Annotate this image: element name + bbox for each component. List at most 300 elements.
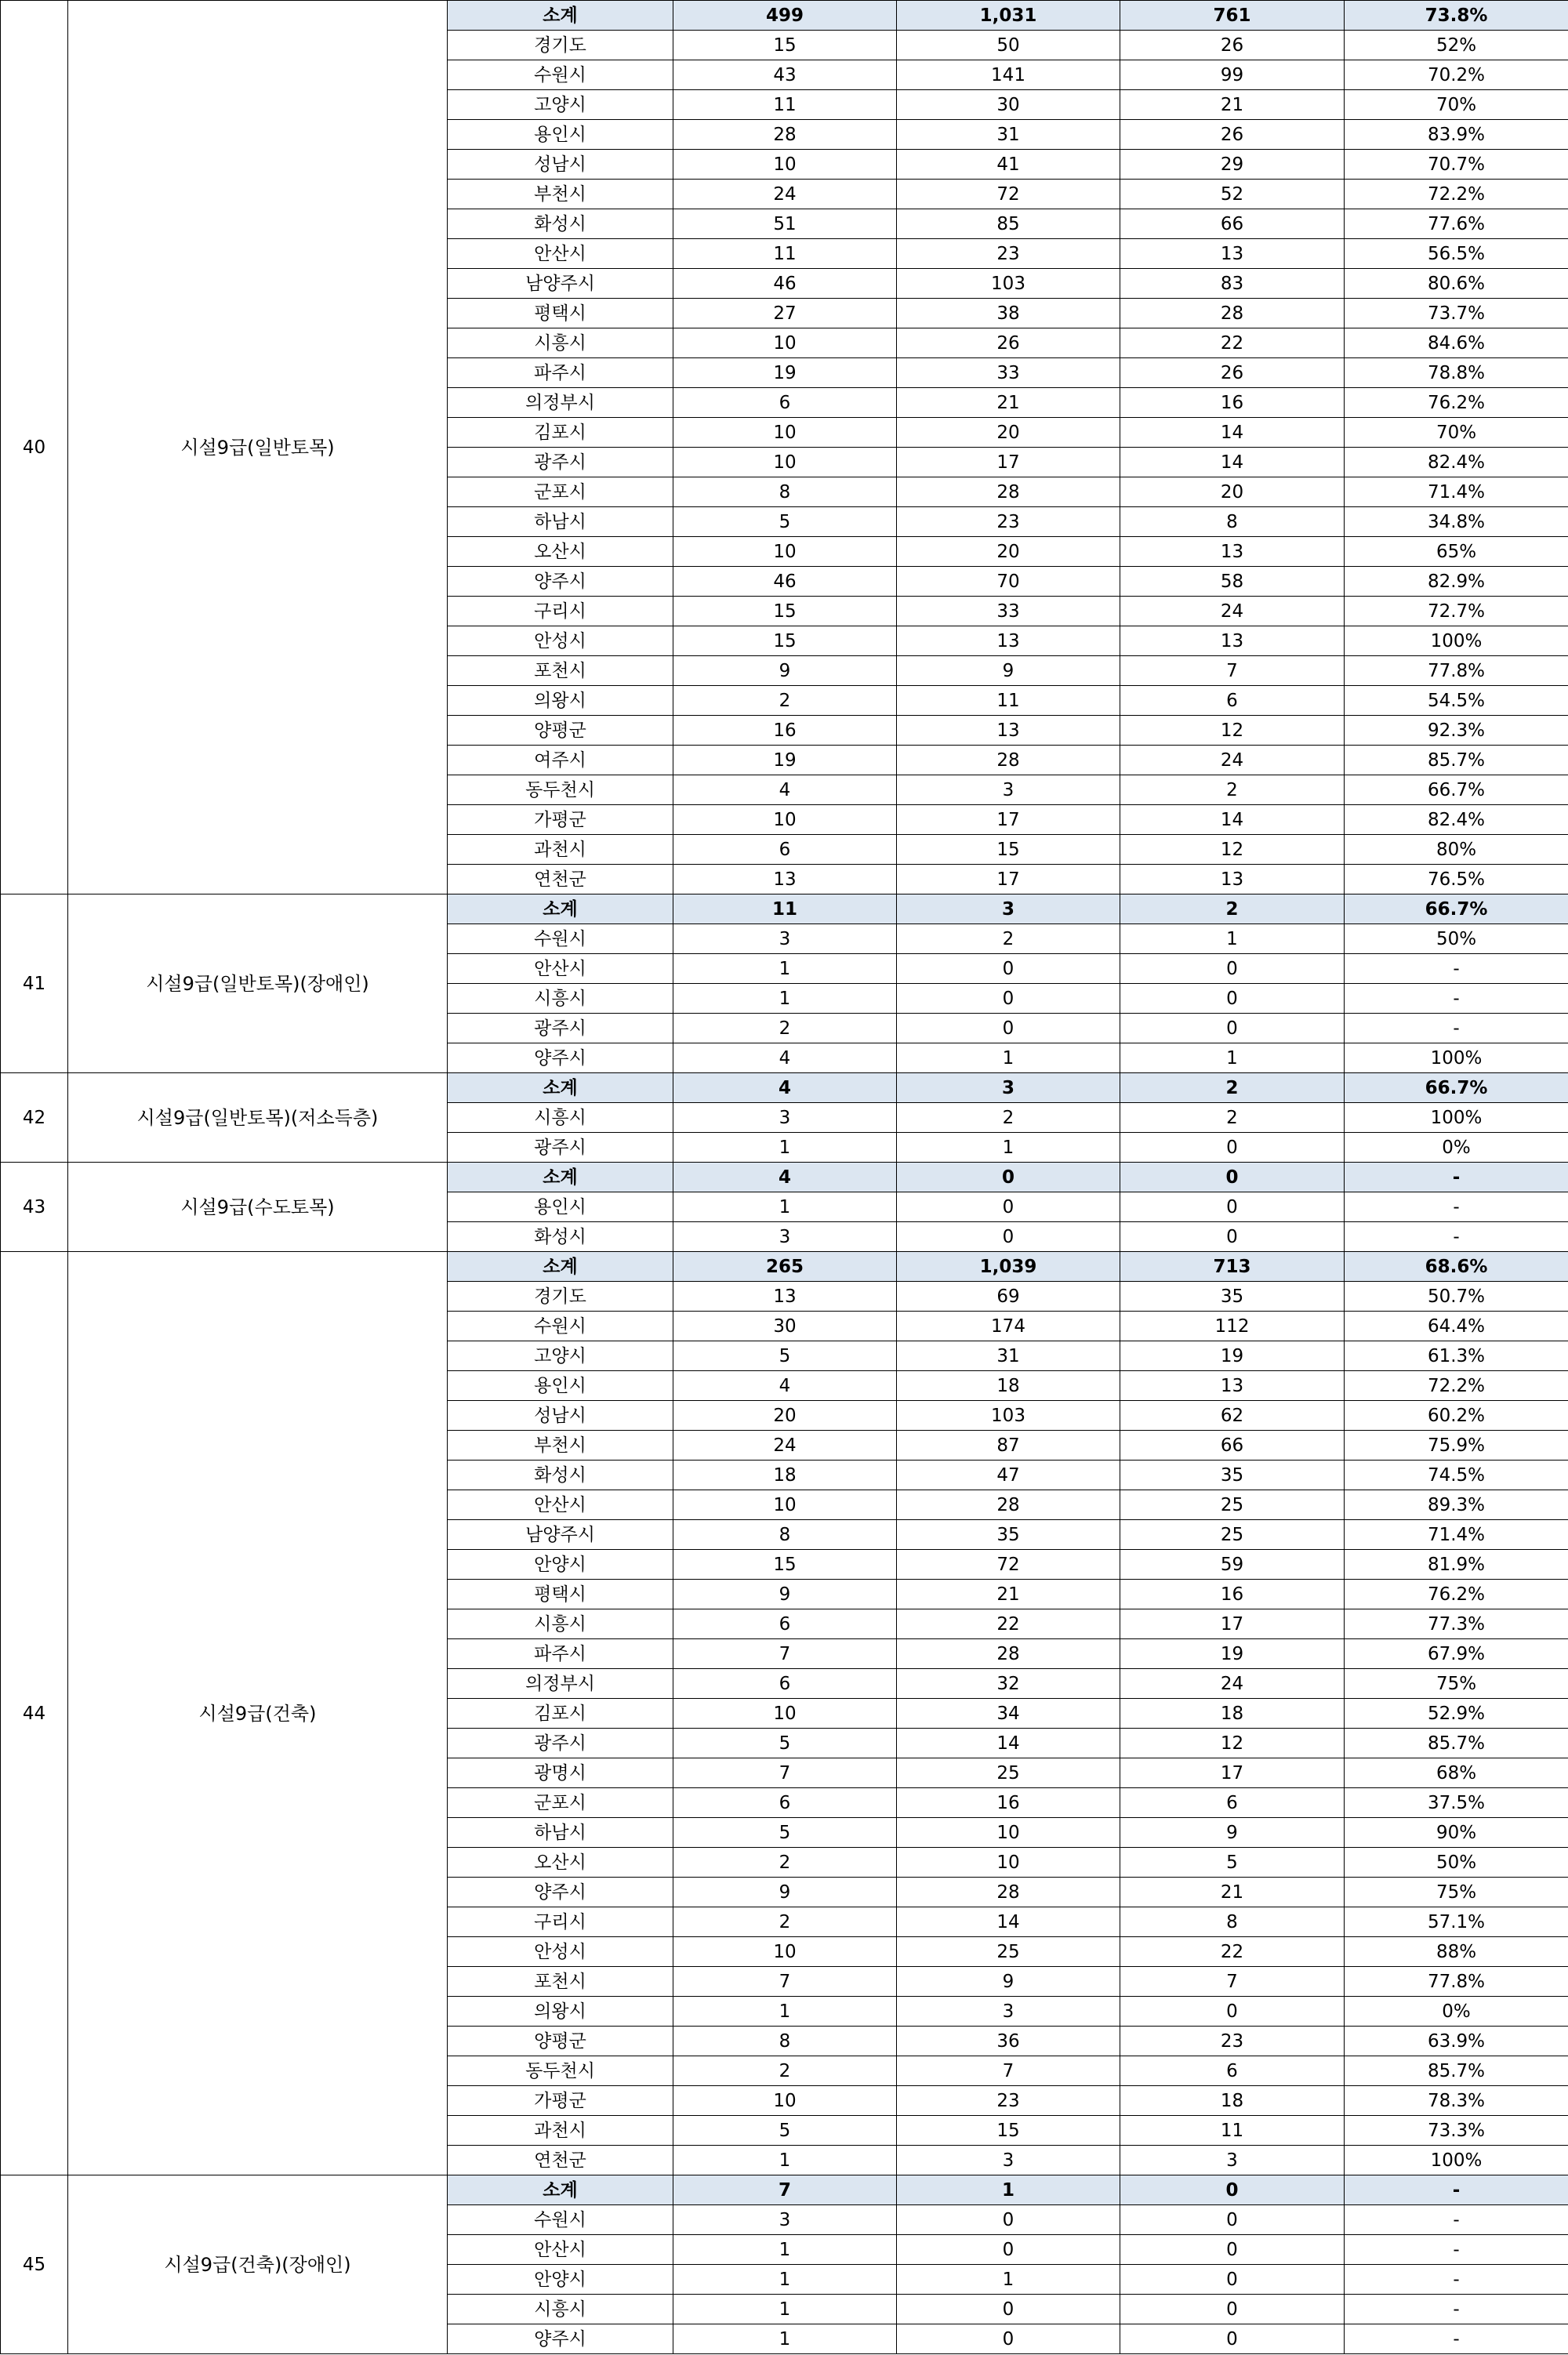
region-cell: 남양주시 [448,1520,673,1550]
rate-cell: 68% [1345,1758,1568,1788]
pass-count-cell: 0 [1120,1222,1345,1252]
region-cell: 광주시 [448,1133,673,1163]
pass-count-cell: 11 [1120,2116,1345,2146]
job-series-name: 시설9급(수도토목) [68,1163,448,1252]
region-cell: 성남시 [448,1401,673,1431]
applicant-count-cell: 38 [897,299,1120,328]
pass-count-cell: 3 [1120,2146,1345,2175]
pass-count-cell: 24 [1120,597,1345,626]
region-cell: 소계 [448,1163,673,1192]
pass-count-cell: 1 [1120,1043,1345,1073]
region-cell: 양주시 [448,2324,673,2354]
pass-count-cell: 66 [1120,1431,1345,1461]
rate-cell: 50% [1345,1848,1568,1878]
applicant-count-cell: 28 [897,1878,1120,1907]
pass-count-cell: 0 [1120,1163,1345,1192]
region-cell: 양주시 [448,567,673,597]
region-cell: 양주시 [448,1878,673,1907]
rate-cell: - [1345,1163,1568,1192]
planned-count-cell: 4 [673,1163,897,1192]
rate-cell: 52.9% [1345,1699,1568,1729]
applicant-count-cell: 13 [897,716,1120,746]
planned-count-cell: 10 [673,150,897,180]
rate-cell: 80.6% [1345,269,1568,299]
rate-cell: 71.4% [1345,1520,1568,1550]
pass-count-cell: 17 [1120,1609,1345,1639]
pass-count-cell: 0 [1120,2295,1345,2324]
rate-cell: 78.8% [1345,358,1568,388]
pass-count-cell: 0 [1120,2175,1345,2205]
pass-count-cell: 62 [1120,1401,1345,1431]
pass-count-cell: 9 [1120,1818,1345,1848]
applicant-count-cell: 87 [897,1431,1120,1461]
applicant-count-cell: 0 [897,954,1120,984]
rate-cell: 57.1% [1345,1907,1568,1937]
pass-count-cell: 112 [1120,1312,1345,1341]
pass-count-cell: 8 [1120,507,1345,537]
planned-count-cell: 11 [673,239,897,269]
rate-cell: 72.7% [1345,597,1568,626]
pass-count-cell: 12 [1120,835,1345,865]
region-cell: 소계 [448,1,673,31]
applicant-count-cell: 17 [897,865,1120,894]
planned-count-cell: 7 [673,2175,897,2205]
pass-count-cell: 26 [1120,120,1345,150]
region-cell: 동두천시 [448,2056,673,2086]
rate-cell: 82.4% [1345,805,1568,835]
job-series-name: 시설9급(건축)(장애인) [68,2175,448,2354]
region-cell: 남양주시 [448,269,673,299]
planned-count-cell: 20 [673,1401,897,1431]
planned-count-cell: 2 [673,1848,897,1878]
planned-count-cell: 15 [673,1550,897,1580]
planned-count-cell: 10 [673,2086,897,2116]
rate-cell: 77.3% [1345,1609,1568,1639]
planned-count-cell: 10 [673,1937,897,1967]
planned-count-cell: 10 [673,448,897,477]
region-cell: 소계 [448,1252,673,1282]
applicant-count-cell: 9 [897,1967,1120,1997]
planned-count-cell: 265 [673,1252,897,1282]
applicant-count-cell: 22 [897,1609,1120,1639]
planned-count-cell: 5 [673,1729,897,1758]
region-cell: 파주시 [448,1639,673,1669]
pass-count-cell: 8 [1120,1907,1345,1937]
rate-cell: 70.7% [1345,150,1568,180]
applicant-count-cell: 33 [897,597,1120,626]
planned-count-cell: 15 [673,626,897,656]
region-cell: 시흥시 [448,1609,673,1639]
region-cell: 성남시 [448,150,673,180]
rate-cell: 52% [1345,31,1568,60]
planned-count-cell: 4 [673,1073,897,1103]
applicant-count-cell: 20 [897,537,1120,567]
applicant-count-cell: 70 [897,567,1120,597]
pass-count-cell: 18 [1120,2086,1345,2116]
region-cell: 안양시 [448,2265,673,2295]
applicant-count-cell: 2 [897,924,1120,954]
pass-count-cell: 0 [1120,954,1345,984]
pass-count-cell: 2 [1120,775,1345,805]
rate-cell: 0% [1345,1997,1568,2027]
planned-count-cell: 6 [673,1788,897,1818]
pass-count-cell: 24 [1120,1669,1345,1699]
rate-cell: 77.8% [1345,656,1568,686]
planned-count-cell: 9 [673,1580,897,1609]
pass-count-cell: 21 [1120,90,1345,120]
applicant-count-cell: 3 [897,1073,1120,1103]
planned-count-cell: 3 [673,924,897,954]
planned-count-cell: 5 [673,1341,897,1371]
rate-cell: 56.5% [1345,239,1568,269]
pass-count-cell: 0 [1120,2205,1345,2235]
planned-count-cell: 13 [673,865,897,894]
region-cell: 경기도 [448,1282,673,1312]
pass-count-cell: 35 [1120,1282,1345,1312]
job-series-name: 시설9급(건축) [68,1252,448,2175]
applicant-count-cell: 3 [897,894,1120,924]
rate-cell: 85.7% [1345,2056,1568,2086]
subtotal-row [1,1073,1568,1103]
region-cell: 동두천시 [448,775,673,805]
applicant-count-cell: 33 [897,358,1120,388]
applicant-count-cell: 21 [897,388,1120,418]
planned-count-cell: 8 [673,2027,897,2056]
rate-cell: 100% [1345,2146,1568,2175]
region-cell: 고양시 [448,90,673,120]
rate-cell: 66.7% [1345,1073,1568,1103]
region-cell: 수원시 [448,60,673,90]
pass-count-cell: 12 [1120,716,1345,746]
planned-count-cell: 15 [673,597,897,626]
pass-count-cell: 20 [1120,477,1345,507]
rate-cell: 76.2% [1345,388,1568,418]
planned-count-cell: 16 [673,716,897,746]
region-cell: 포천시 [448,656,673,686]
rate-cell: 88% [1345,1937,1568,1967]
applicant-count-cell: 36 [897,2027,1120,2056]
region-cell: 김포시 [448,1699,673,1729]
region-cell: 안성시 [448,626,673,656]
job-series-name: 시설9급(일반토목)(장애인) [68,894,448,1073]
applicant-count-cell: 14 [897,1729,1120,1758]
rate-cell: 73.8% [1345,1,1568,31]
rate-cell: 83.9% [1345,120,1568,150]
applicant-count-cell: 0 [897,2324,1120,2354]
region-cell: 의왕시 [448,686,673,716]
applicant-count-cell: 174 [897,1312,1120,1341]
region-cell: 구리시 [448,1907,673,1937]
planned-count-cell: 1 [673,2235,897,2265]
rate-cell: 70% [1345,90,1568,120]
region-cell: 가평군 [448,2086,673,2116]
rate-cell: 72.2% [1345,1371,1568,1401]
pass-count-cell: 7 [1120,656,1345,686]
applicant-count-cell: 1 [897,1043,1120,1073]
rate-cell: - [1345,2324,1568,2354]
rate-cell: - [1345,2295,1568,2324]
pass-count-cell: 6 [1120,2056,1345,2086]
pass-count-cell: 0 [1120,1133,1345,1163]
planned-count-cell: 9 [673,656,897,686]
pass-count-cell: 1 [1120,924,1345,954]
rate-cell: 50% [1345,924,1568,954]
subtotal-row [1,1,1568,31]
rate-cell: 70.2% [1345,60,1568,90]
group-number: 40 [1,1,68,894]
planned-count-cell: 6 [673,388,897,418]
rate-cell: 70% [1345,418,1568,448]
pass-count-cell: 5 [1120,1848,1345,1878]
applicant-count-cell: 30 [897,90,1120,120]
pass-count-cell: 13 [1120,865,1345,894]
rate-cell: 80% [1345,835,1568,865]
region-cell: 부천시 [448,180,673,209]
planned-count-cell: 7 [673,1758,897,1788]
pass-count-cell: 0 [1120,2324,1345,2354]
rate-cell: - [1345,2175,1568,2205]
planned-count-cell: 1 [673,2324,897,2354]
pass-count-cell: 13 [1120,1371,1345,1401]
applicant-count-cell: 85 [897,209,1120,239]
planned-count-cell: 1 [673,1997,897,2027]
planned-count-cell: 6 [673,1609,897,1639]
region-cell: 부천시 [448,1431,673,1461]
region-cell: 광명시 [448,1758,673,1788]
rate-cell: 82.9% [1345,567,1568,597]
planned-count-cell: 9 [673,1878,897,1907]
planned-count-cell: 18 [673,1461,897,1490]
planned-count-cell: 15 [673,31,897,60]
pass-count-cell: 14 [1120,418,1345,448]
planned-count-cell: 24 [673,180,897,209]
applicant-count-cell: 3 [897,2146,1120,2175]
region-cell: 과천시 [448,2116,673,2146]
applicant-count-cell: 69 [897,1282,1120,1312]
rate-cell: 75% [1345,1669,1568,1699]
planned-count-cell: 3 [673,1222,897,1252]
applicant-count-cell: 20 [897,418,1120,448]
group-number: 42 [1,1073,68,1163]
rate-cell: 73.7% [1345,299,1568,328]
applicant-count-cell: 0 [897,2205,1120,2235]
group-number: 43 [1,1163,68,1252]
region-cell: 구리시 [448,597,673,626]
rate-cell: 78.3% [1345,2086,1568,2116]
planned-count-cell: 1 [673,2146,897,2175]
pass-count-cell: 12 [1120,1729,1345,1758]
applicant-count-cell: 15 [897,835,1120,865]
region-cell: 용인시 [448,1371,673,1401]
rate-cell: 64.4% [1345,1312,1568,1341]
applicant-count-cell: 34 [897,1699,1120,1729]
applicant-count-cell: 35 [897,1520,1120,1550]
region-cell: 용인시 [448,1192,673,1222]
region-cell: 연천군 [448,2146,673,2175]
rate-cell: 0% [1345,1133,1568,1163]
region-cell: 안산시 [448,1490,673,1520]
planned-count-cell: 4 [673,775,897,805]
region-cell: 평택시 [448,299,673,328]
rate-cell: 54.5% [1345,686,1568,716]
pass-count-cell: 713 [1120,1252,1345,1282]
planned-count-cell: 30 [673,1312,897,1341]
region-cell: 양평군 [448,716,673,746]
pass-count-cell: 26 [1120,31,1345,60]
planned-count-cell: 10 [673,1490,897,1520]
region-cell: 소계 [448,1073,673,1103]
pass-count-cell: 0 [1120,1014,1345,1043]
planned-count-cell: 1 [673,2265,897,2295]
rate-cell: 75.9% [1345,1431,1568,1461]
rate-cell: - [1345,954,1568,984]
applicant-count-cell: 141 [897,60,1120,90]
pass-count-cell: 58 [1120,567,1345,597]
applicant-count-cell: 1,039 [897,1252,1120,1282]
applicant-count-cell: 7 [897,2056,1120,2086]
region-cell: 오산시 [448,537,673,567]
region-cell: 광주시 [448,1729,673,1758]
region-cell: 광주시 [448,1014,673,1043]
pass-count-cell: 2 [1120,894,1345,924]
rate-cell: 77.8% [1345,1967,1568,1997]
region-cell: 시흥시 [448,328,673,358]
applicant-count-cell: 13 [897,626,1120,656]
subtotal-row [1,894,1568,924]
region-cell: 소계 [448,894,673,924]
applicant-count-cell: 0 [897,2295,1120,2324]
rate-cell: 82.4% [1345,448,1568,477]
planned-count-cell: 5 [673,2116,897,2146]
rate-cell: 85.7% [1345,746,1568,775]
pass-count-cell: 99 [1120,60,1345,90]
planned-count-cell: 3 [673,2205,897,2235]
rate-cell: - [1345,2265,1568,2295]
region-cell: 양평군 [448,2027,673,2056]
rate-cell: 68.6% [1345,1252,1568,1282]
subtotal-row [1,1252,1568,1282]
planned-count-cell: 8 [673,1520,897,1550]
pass-count-cell: 0 [1120,984,1345,1014]
pass-count-cell: 761 [1120,1,1345,31]
pass-count-cell: 14 [1120,805,1345,835]
planned-count-cell: 10 [673,1699,897,1729]
region-cell: 수원시 [448,924,673,954]
rate-cell: - [1345,984,1568,1014]
rate-cell: 65% [1345,537,1568,567]
job-series-name: 시설9급(일반토목) [68,1,448,894]
applicant-count-cell: 28 [897,477,1120,507]
applicant-count-cell: 3 [897,1997,1120,2027]
pass-count-cell: 29 [1120,150,1345,180]
pass-count-cell: 19 [1120,1341,1345,1371]
region-cell: 의정부시 [448,1669,673,1699]
planned-count-cell: 1 [673,984,897,1014]
planned-count-cell: 1 [673,1192,897,1222]
applicant-count-cell: 41 [897,150,1120,180]
pass-count-cell: 66 [1120,209,1345,239]
rate-cell: 85.7% [1345,1729,1568,1758]
group-number: 41 [1,894,68,1073]
rate-cell: 61.3% [1345,1341,1568,1371]
applicant-count-cell: 10 [897,1848,1120,1878]
pass-count-cell: 24 [1120,746,1345,775]
region-cell: 여주시 [448,746,673,775]
rate-cell: - [1345,2205,1568,2235]
region-cell: 파주시 [448,358,673,388]
applicant-count-cell: 23 [897,507,1120,537]
region-cell: 광주시 [448,448,673,477]
rate-cell: 67.9% [1345,1639,1568,1669]
applicant-count-cell: 1 [897,2175,1120,2205]
subtotal-row [1,2175,1568,2205]
region-cell: 의왕시 [448,1997,673,2027]
region-cell: 평택시 [448,1580,673,1609]
pass-count-cell: 0 [1120,1192,1345,1222]
pass-count-cell: 0 [1120,2235,1345,2265]
pass-count-cell: 7 [1120,1967,1345,1997]
table-body [1,1,1568,2354]
applicant-count-cell: 23 [897,2086,1120,2116]
planned-count-cell: 19 [673,358,897,388]
applicant-count-cell: 23 [897,239,1120,269]
region-cell: 가평군 [448,805,673,835]
rate-cell: 81.9% [1345,1550,1568,1580]
planned-count-cell: 19 [673,746,897,775]
rate-cell: 89.3% [1345,1490,1568,1520]
rate-cell: 71.4% [1345,477,1568,507]
applicant-count-cell: 17 [897,448,1120,477]
planned-count-cell: 7 [673,1639,897,1669]
pass-count-cell: 6 [1120,686,1345,716]
applicant-count-cell: 47 [897,1461,1120,1490]
planned-count-cell: 27 [673,299,897,328]
pass-count-cell: 16 [1120,1580,1345,1609]
applicant-count-cell: 17 [897,805,1120,835]
applicant-count-cell: 16 [897,1788,1120,1818]
pass-count-cell: 52 [1120,180,1345,209]
planned-count-cell: 46 [673,567,897,597]
pass-count-cell: 17 [1120,1758,1345,1788]
rate-cell: 37.5% [1345,1788,1568,1818]
region-cell: 안산시 [448,2235,673,2265]
group-number: 45 [1,2175,68,2354]
rate-cell: 66.7% [1345,775,1568,805]
planned-count-cell: 13 [673,1282,897,1312]
pass-count-cell: 23 [1120,2027,1345,2056]
applicant-count-cell: 0 [897,1014,1120,1043]
rate-cell: 100% [1345,1043,1568,1073]
applicant-count-cell: 18 [897,1371,1120,1401]
region-cell: 화성시 [448,1461,673,1490]
planned-count-cell: 51 [673,209,897,239]
planned-count-cell: 2 [673,2056,897,2086]
subtotal-row [1,1163,1568,1192]
applicant-count-cell: 10 [897,1818,1120,1848]
job-series-name: 시설9급(일반토목)(저소득층) [68,1073,448,1163]
planned-count-cell: 2 [673,686,897,716]
applicant-count-cell: 72 [897,180,1120,209]
applicant-count-cell: 1,031 [897,1,1120,31]
region-cell: 시흥시 [448,1103,673,1133]
applicant-count-cell: 11 [897,686,1120,716]
applicant-count-cell: 0 [897,2235,1120,2265]
region-cell: 시흥시 [448,984,673,1014]
rate-cell: - [1345,2235,1568,2265]
pass-count-cell: 2 [1120,1073,1345,1103]
planned-count-cell: 4 [673,1371,897,1401]
planned-count-cell: 10 [673,418,897,448]
